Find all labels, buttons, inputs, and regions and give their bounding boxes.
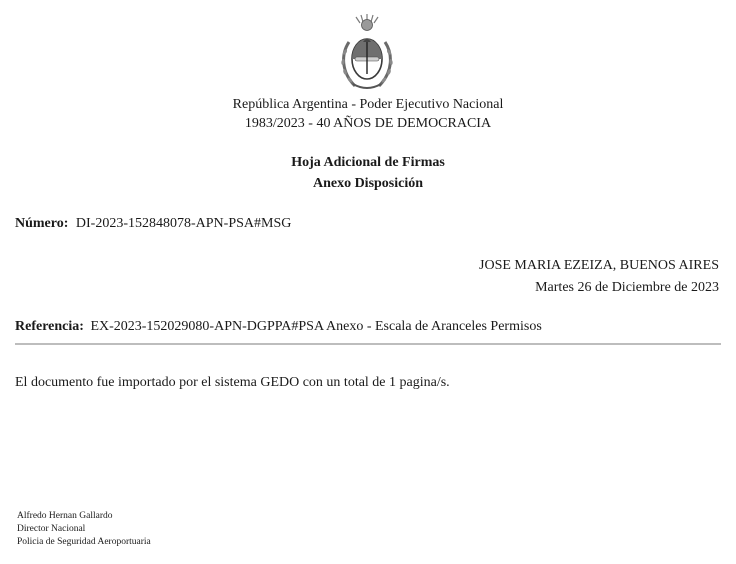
argentina-coat-of-arms-icon <box>335 12 399 96</box>
header-government: República Argentina - Poder Ejecutivo Nacional <box>232 97 504 112</box>
numero-row <box>15 215 291 233</box>
location-place: JOSE MARIA EZEIZA, BUENOS AIRES <box>479 258 719 273</box>
referencia-row <box>15 318 542 336</box>
body-text: El documento fue importado por el sistema GEDO con un total de 1 pagina/s. <box>15 375 450 390</box>
signer-organization: Policia de Seguridad Aeroportuaria <box>17 537 151 547</box>
document-title: Hoja Adicional de Firmas <box>291 155 445 170</box>
numero-label: Número: <box>15 216 69 231</box>
header-commemoration: 1983/2023 - 40 AÑOS DE DEMOCRACIA <box>244 116 492 131</box>
document-subtitle: Anexo Disposición <box>312 176 424 191</box>
signer-role: Director Nacional <box>17 524 86 534</box>
referencia-value: EX-2023-152029080-APN-DGPPA#PSA Anexo - Escala de Aranceles Permisos <box>90 319 542 334</box>
signer-name: Alfredo Hernan Gallardo <box>17 511 113 521</box>
section-divider <box>15 343 721 345</box>
location-date: Martes 26 de Diciembre de 2023 <box>535 280 719 295</box>
referencia-label: Referencia: <box>15 319 84 334</box>
numero-value: DI-2023-152848078-APN-PSA#MSG <box>75 216 292 231</box>
